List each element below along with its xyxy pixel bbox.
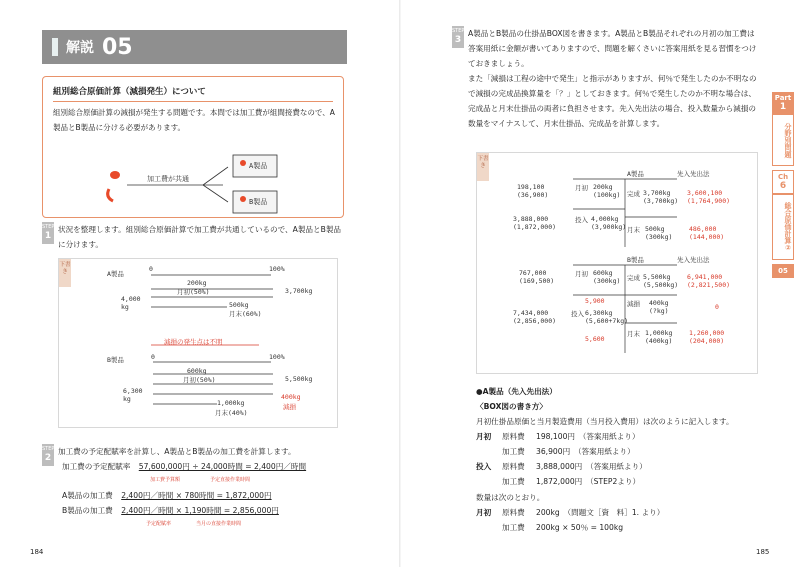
draft2-a-in-cost: 3,888,000 (1,872,000): [513, 215, 557, 231]
rate-row: [62, 459, 306, 474]
draft2-a-end: 月末: [627, 226, 640, 234]
draft2-a-method: 先入先出法: [677, 170, 710, 178]
draft2-b-in-red: 5,900: [585, 297, 605, 305]
intro-box: [42, 76, 344, 218]
note-budget: 加工費予算額: [150, 477, 181, 483]
draft1-b-total: 5,500kg: [285, 375, 313, 383]
draft1-a-label: A製品: [107, 270, 124, 278]
draft1-b-end: 月末(40%): [215, 409, 248, 417]
draft2-b-begin: 月初: [575, 270, 588, 278]
step2-badge: STEP 2: [42, 444, 54, 466]
draft2-b-end-cost: 1,260,000 (204,000): [689, 329, 725, 345]
draft2-b-method: 先入先出法: [677, 256, 710, 264]
section-subtitle: 〈BOX図の書き方〉: [476, 402, 547, 411]
draft2-b-done: 完成: [627, 274, 640, 282]
note-actual-hours: 当月の直接作業時間: [196, 521, 242, 527]
draft2-a-begin-q: 200kg (100kg): [593, 183, 621, 199]
draft1-b-begin-kg: 600kg: [187, 367, 207, 375]
draft2-a-begin-cost: 198,100 (36,900): [517, 183, 549, 199]
step2-text: 加工費の予定配賦率を計算し、A製品とB製品の加工費を計算します。: [58, 447, 296, 456]
draft1-a-end: 月末(60%): [229, 310, 262, 318]
draft1-b-kg: 6,300 kg: [123, 387, 143, 403]
step1-text: 状況を整理します。組別総合原価計算で加工費が共通しているので、A製品とB製品に分けます。: [58, 225, 342, 249]
cost-row: 加工費 1,872,000円 （STEP2より）: [502, 477, 641, 486]
draft2-b-in-cost: 7,434,000 (2,856,000): [513, 309, 557, 325]
draft2-b-end: 月末: [627, 330, 640, 338]
a-cost-label: A製品の加工費: [62, 491, 113, 500]
draft2-b-end-q: 1,000kg (400kg): [645, 329, 673, 345]
intro-box-title: 組別総合原価計算（減損発生）について: [53, 85, 333, 102]
diagram-product-b: B製品: [249, 198, 268, 206]
draft1-b-loss: 減損: [283, 403, 296, 411]
draft1-a-begin: 月初(50%): [177, 288, 210, 296]
step3: [452, 26, 762, 131]
step1: [42, 222, 342, 252]
right-page: [400, 0, 800, 567]
tab-part: Part 1: [772, 92, 794, 114]
header-number: 05: [102, 34, 133, 60]
side-tab: [770, 92, 796, 278]
draft2-b-in: 投入: [571, 310, 584, 318]
draft2-a-done-q: 3,700kg (3,700kg): [643, 189, 679, 205]
diagram-product-a: A製品: [249, 162, 268, 170]
b-cost-formula: 2,400円／時間 × 1,190時間 = 2,856,000円: [121, 506, 279, 515]
page-number-left: 184: [30, 548, 44, 556]
note-rate: 予定配賦率: [146, 521, 172, 527]
rate-label: 加工費の予定配賦率: [62, 462, 131, 471]
draft1-b-label: B製品: [107, 356, 124, 364]
draft2-b-loss: 減損: [627, 300, 640, 308]
a-cost-row: [62, 488, 272, 503]
section-intro: 月初仕掛品原価と当月製造費用（当月投入費用）は次のように記入します。: [476, 417, 734, 426]
draft1-b-loss-kg: 400kg: [281, 393, 301, 401]
tab-chapter: Ch 6: [772, 170, 794, 194]
draft1-a-end-kg: 500kg: [229, 301, 249, 309]
step3-badge: STEP 3: [452, 26, 464, 48]
cost-row: 投入 原料費 3,888,000円 （答案用紙より）: [476, 462, 647, 471]
draft1-a-begin-kg: 200kg: [187, 279, 207, 287]
draft2-b-begin-cost: 767,000 (169,500): [519, 269, 555, 285]
note-planned-hours: 予定直接作業時間: [210, 477, 251, 483]
draft1-tag: 下書き: [59, 259, 71, 287]
qty-row: 加工費 200kg × 50％ = 100kg: [502, 523, 624, 532]
draft2-b-in-q: 6,300kg (5,600+7kg): [585, 309, 629, 325]
draft2-b-done-q: 5,500kg (5,500kg): [643, 273, 679, 289]
diagram-shared-label: 加工費が共通: [147, 175, 189, 183]
draft1-b-zero: 0: [151, 353, 155, 361]
page-number-right: 185: [756, 548, 770, 556]
draft1-a-zero: 0: [149, 265, 153, 273]
draft1-a-kg: 4,000 kg: [121, 295, 141, 311]
draft2-a-title: A製品: [627, 170, 644, 178]
qty-intro: 数量は次のとおり。: [476, 493, 545, 502]
draft2-b-loss-q: 400kg (?kg): [649, 299, 669, 315]
section-header: [42, 30, 347, 64]
draft2-a-in-q: 4,000kg (3,900kg): [591, 215, 627, 231]
b-cost-label: B製品の加工費: [62, 506, 113, 515]
b-cost-row: [62, 503, 279, 518]
qty-row: 月初 原料費 200kg （問題文［資 料］1. より）: [476, 508, 665, 517]
cost-row: 月初 原料費 198,100円 （答案用紙より）: [476, 432, 640, 441]
draft1-a-total: 3,700kg: [285, 287, 313, 295]
draft2-a-done: 完成: [627, 190, 640, 198]
draft2: [476, 152, 758, 374]
header-label: 解説: [66, 40, 94, 56]
draft2-b-done-cost: 6,941,000 (2,821,500): [687, 273, 731, 289]
intro-diagram: [43, 137, 343, 217]
draft1-b-hundred: 100%: [269, 353, 285, 361]
draft1-b-end-kg: 1,000kg: [217, 399, 245, 407]
draft2-a-end-cost: 486,000 (144,000): [689, 225, 725, 241]
draft2-b-loss-cost: 0: [715, 303, 719, 311]
draft1-b-begin: 月初(50%): [183, 376, 216, 384]
draft2-b-in-red2: 5,600: [585, 335, 605, 343]
draft2-a-done-cost: 3,600,100 (1,764,900): [687, 189, 731, 205]
tab-part-name: 分野別問題: [772, 114, 794, 166]
intro-box-text: 組別総合原価計算の減損が発生する問題です。本問では加工費が組間接費なので、A製品とB製品に分ける必要があります。: [53, 108, 335, 132]
rate-formula: 57,600,000円 ÷ 24,000時間 = 2,400円／時間: [138, 462, 307, 471]
processing-cost-icon: [108, 189, 113, 201]
draft2-a-end-q: 500kg (300kg): [645, 225, 673, 241]
draft2-a-begin: 月初: [575, 184, 588, 192]
draft2-b-title: B製品: [627, 256, 644, 264]
tab-number: 05: [772, 264, 794, 278]
a-cost-formula: 2,400円／時間 × 780時間 = 1,872,000円: [121, 491, 272, 500]
tab-chapter-name: 総合原価計算②: [772, 194, 794, 260]
material-dot-icon: [110, 171, 120, 179]
step1-badge: STEP 1: [42, 222, 54, 244]
draft1-a-hundred: 100%: [269, 265, 285, 273]
draft2-tag: 下書き: [477, 153, 489, 181]
step3-text: [468, 26, 762, 131]
draft2-b-begin-q: 600kg (300kg): [593, 269, 621, 285]
draft1: [58, 258, 338, 428]
step3-text-2: また「減損は工程の途中で発生」と指示がありますが、何％で発生したのか不明なので減損の完成品換算量を「？」としておきます。何％で発生したのか不明な場合は、完成品と月末仕掛品の両者に負担させます。先入先出法の場合、投入数量から減損の数量をマイナスして、月末仕掛品、完成品を計算します。: [468, 74, 757, 128]
section-title: ●A製品（先入先出法）: [476, 387, 557, 396]
header-bar: [52, 38, 58, 56]
draft2-a-in: 投入: [575, 216, 588, 224]
draft1-loss-note: 減損の発生点は不明: [164, 338, 223, 346]
step3-text-1: A製品とB製品の仕掛品BOX図を書きます。A製品とB製品それぞれの月初の加工費は答案用紙に金額が書いてありますので、問題を解くさいに答案用紙を見る習慣をつけておきましょう。: [468, 29, 757, 68]
cost-row: 加工費 36,900円 （答案用紙より）: [502, 447, 635, 456]
